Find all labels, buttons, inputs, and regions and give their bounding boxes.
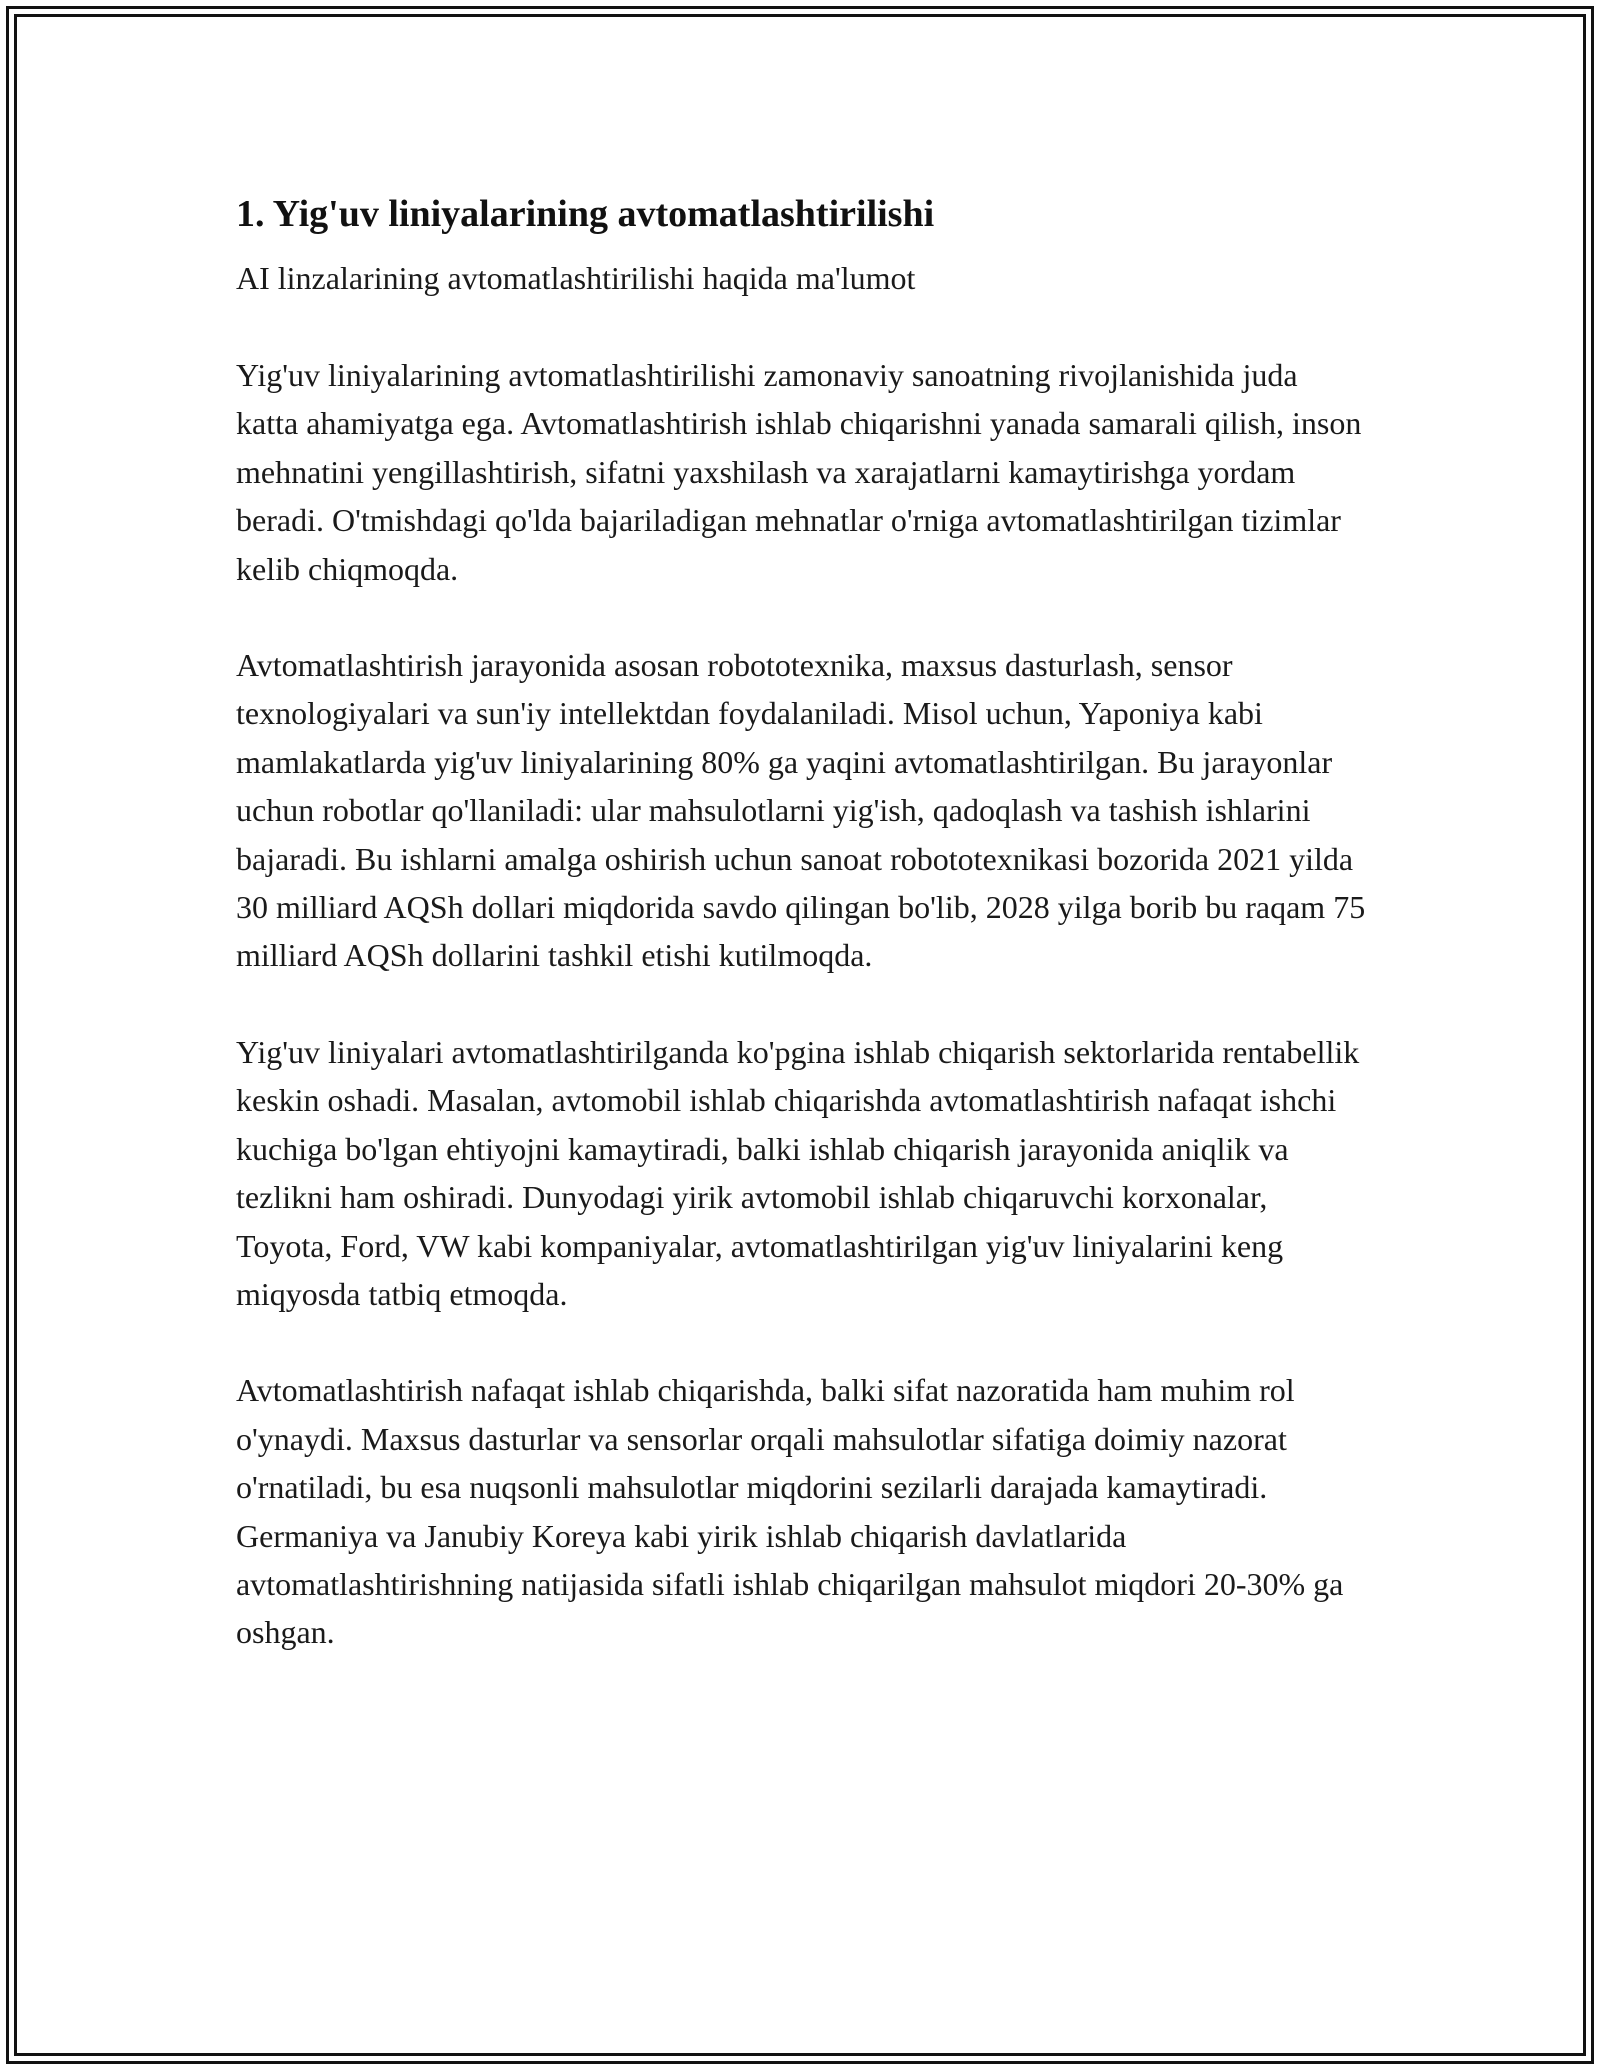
paragraph-4: Avtomatlashtirish nafaqat ishlab chiqarishda, balki sifat nazoratida ham muhim rol o'ynaydi. Maxsus dasturlar va sensorlar orqali mahsulotlar sifatiga doimiy nazorat o'rnatiladi, bu esa nuqsonli mahsulotlar miqdorini sezilarli darajada kamaytiradi. Germaniya va Janubiy Koreya kabi yirik ishlab chiqarish davlatlarida avtomatlashtirishning natijasida sifatli ishlab chiqarilgan mahsulot miqdori 20-30% ga oshgan. — [236, 1372, 1344, 1651]
paragraph-1: Yig'uv liniyalarining avtomatlashtirilishi zamonaviy sanoatning rivojlanishida juda katta ahamiyatga ega. Avtomatlashtirish ishlab chiqarishni yanada samarali qilish, inson mehnatini yengillashtirish, sifatni yaxshilash va xarajatlarni kamaytirishga yordam beradi. O'tmishdagi qo'lda bajariladigan mehnatlar o'rniga avtomatlashtirilgan tizimlar kelib chiqmoqda. — [236, 357, 1362, 587]
document-body — [236, 185, 1366, 1657]
paragraph-3: Yig'uv liniyalari avtomatlashtirilganda ko'pgina ishlab chiqarish sektorlarida rentabellik keskin oshadi. Masalan, avtomobil ishlab chiqarishda avtomatlashtirish nafaqat ishchi kuchiga bo'lgan ehtiyojni kamaytiradi, balki ishlab chiqarish jarayonida aniqlik va tezlikni ham oshiradi. Dunyodagi yirik avtomobil ishlab chiqaruvchi korxonalar, Toyota, Ford, VW kabi kompaniyalar, avtomatlashtirilgan yig'uv liniyalarini keng miqyosda tatbiq etmoqda. — [236, 1033, 1360, 1312]
section-heading: 1. Yig'uv liniyalarining avtomatlashtirilishi — [236, 193, 935, 235]
paragraph-2: Avtomatlashtirish jarayonida asosan robototexnika, maxsus dasturlash, sensor texnologiyalari va sun'iy intellektdan foydalaniladi. Misol uchun, Yaponiya kabi mamlakatlarda yig'uv liniyalarining 80% ga yaqini avtomatlashtirilgan. Bu jarayonlar uchun robotlar qo'llaniladi: ular mahsulotlarni yig'ish, qadoqlash va tashish ishlarini bajaradi. Bu ishlarni amalga oshirish uchun sanoat robototexnikasi bozorida 2021 yilda 30 milliard AQSh dollari miqdorida savdo qilingan bo'lib, 2028 yilga borib bu raqam 75 milliard AQSh dollarini tashkil etishi kutilmoqda. — [236, 647, 1366, 974]
section-subtitle: AI linzalarining avtomatlashtirilishi haqida ma'lumot — [236, 260, 916, 296]
